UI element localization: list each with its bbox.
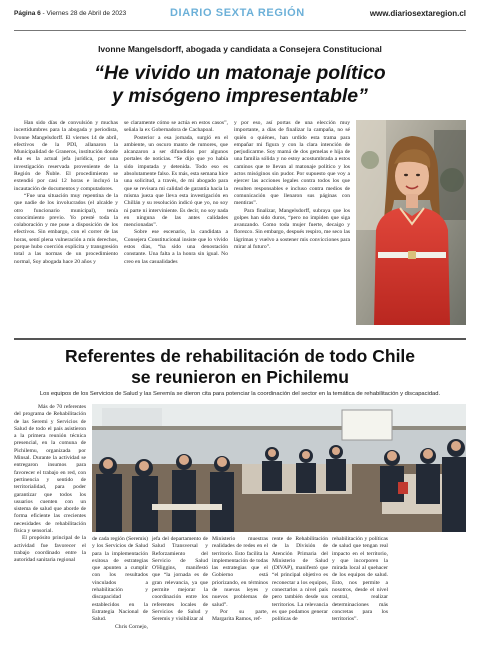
- article2-col2-paragraph: de cada región (Seremis) y los Servicios de Salud para la implementación exitosa de estrategias que apunten a cumplir con los resultados vinculados a rehabilitación y discapacidad establecidos en la Estrategia Nacional de Salud.: [92, 536, 148, 623]
- article2-col5-paragraph: rente de Rehabilitación de la División de Atención Primaria del Ministerio de Salud (DIVAP), manifestó que “el principal objetivo es reconectar a los equipos, conectarlos a nivel país pero también desde sus territorios. La relevancia es que podamos generar políticas de: [272, 536, 328, 623]
- article2-col1-paragraph: Más de 70 referentes del programa de Rehabilitación de las Seremi y Servicios de Salud de todo el país asistieron a la primera reunión técnica presencial, en la comuna de Pichilemu, organizada por Minsal. Durante la actividad se entregaron insumos para favorecer el trabajo en red, con pertinencia y sentido de territorialidad, para poder garantizar que todos los usuarios cuenten con un sistema de salud que aborde de forma eficiente las crecientes necesidades de rehabilitación física y sensorial.: [14, 404, 86, 535]
- article1-col3-paragraph: y por eso, así portas de una elección muy importante, a días de finalizar la campaña, no sé quién o quiénes, han urdido esta trama para empañar mi figura y con la clara intención de perjudicarme. Soy mamá de dos gemelas e hija de una familia sólida y no estoy acostumbrada a estos caminos que te llevan al matonaje político y los actos misóginos sin pudor. Por supuesto que voy a ejercer las acciones legales contra todos los que resulten responsables e incluso contra medios de comunicación que llenaron sus páginas con mentiras”.: [234, 120, 350, 207]
- article1-column-3: [234, 120, 350, 251]
- article1-col2-paragraph: Sobre ese escenario, la candidata a Consejera Constitucional insiste que lo vivido estos días, “ha sido una denostación constante. Una falta a la honra sin igual. No creo en las casualidades: [124, 229, 228, 265]
- article-divider: [14, 338, 466, 340]
- article2-column-4: [212, 536, 268, 624]
- article2-col4-paragraph: Por su parte, Margarita Ramos, ref-: [212, 608, 268, 623]
- article2-col3-paragraph: jefa del departamento de Salud Transversal y Reforzamiento del Servicio de Salud O'Higgins, manifestó que “la jornada es de gran relevancia, ya que permite mejorar la coordinación entre los referentes locales de Servicios de Salud y Seremis y visibilizar al: [152, 536, 208, 623]
- article2-col4-paragraph: Ministerio muestras realidades de redes en el territorio. Esto facilita la implementación de todas las estrategias que el Gobierno está priorizando, en términos de nuevas leyes y nuevos problemas de salud”.: [212, 536, 268, 608]
- article2-column-5: [272, 536, 328, 624]
- article2-column-3: [152, 536, 208, 624]
- meeting-photo-illustration: [92, 404, 466, 532]
- article1-col1-paragraph: “Fue una situación muy repentina de la que nadie de los involucrados (el alcalde y otro funcionario municipal), tenía conocimiento previo. Yo presté toda la colaboración y me puse a disposición de los efectivos. Sin embargo, con el correr de las horas, sentí plena vulneración a mis derechos, porque hubo coerción explícita y transgresión total a las normas de un procedimiento normal, Soy abogada hace 20 años y: [14, 192, 118, 265]
- article1-kicker: Ivonne Mangelsdorff, abogada y candidata a Consejera Constitucional: [98, 44, 382, 54]
- candidate-photo: [356, 120, 466, 325]
- article2-subtitle: Los equipos de los Servicios de Salud y las Seremía se dieron cita para potenciar la coordinación del sector en la temática de rehabilitación y discapacidad.: [39, 391, 441, 397]
- article2-column-6: [332, 536, 388, 624]
- article2-column-2: [92, 536, 148, 631]
- header-rule: [14, 30, 466, 31]
- issue-date: Viernes 28 de Abril de 2023: [46, 10, 127, 17]
- page-info: [14, 10, 126, 17]
- article1-col1-paragraph: Han sido días de convulsión y muchas incertidumbres para la abogada y periodista, Ivonne Mangelsdorff. El viernes 14 de abril, efectivos de la PDI, allanaron la Municipalidad de Graneros, institución donde ella es la actual jefa jurídica, por una investigación reservada proveniente de la Región de Ñuble. El procedimiento se extendió por casi 12 horas e incluyó la incautación de documentos y computadores.: [14, 120, 118, 192]
- article2-col2-signoff: Chris Cornejo,: [115, 623, 148, 630]
- article2-col6-paragraph: rehabilitación y políticas de salud que tengan real impacto en el territorio, y que incorporen la mirada local al quehacer de los equipos de salud. Esto, nos permite a nosotros, desde el nivel central, realizar determinaciones más concretas para los territorios”.: [332, 536, 388, 623]
- article1-headline: [30, 62, 450, 108]
- article1-col3-paragraph: Para finalizar, Mangelsdorff, subraya que los golpes han sido duros, “pero no impiden que siga avanzando. Como toda mujer fuerte, decaigo y florezco. Sin embargo, después respiro, me seco las lágrimas y vuelvo a sostener mis convicciones para mirar al futuro”.: [234, 207, 350, 251]
- site-url: www.diariosextaregion.cl: [369, 9, 466, 18]
- article1-column-1: [14, 120, 118, 266]
- meeting-photo: [92, 404, 466, 532]
- article1-column-2: [124, 120, 228, 266]
- page-number: Página 6: [14, 10, 41, 17]
- article1-col2-paragraph: se claramente cómo se actúa en estos casos”, señala la ex Gobernadora de Cachapoal.: [124, 120, 228, 134]
- article1-col2-paragraph: Posterior a esa jornada, surgió en el ambiente, un oscuro manto de rumores, que alcanzaron a ser difundidos por algunos portales de noticias. “Se dijo que yo había sido imputada y detenida. Todo eso es absolutamente falso. Es más, esta semana hice una solicitud, a través, de mi abogado para que se revisara mi calidad de garantía hacia la misma jueza que lleva esta investigación en Chillán y su resolución indicó que yo, no soy ni parte ni interviniente. Es decir, no soy nada en ninguna de las antes calidades mencionadas”.: [124, 134, 228, 229]
- article1-headline-line1: “He vivido un matonaje político: [94, 62, 386, 84]
- article2-column-1: [14, 404, 86, 565]
- article2-headline: [40, 346, 440, 388]
- date-separator: -: [42, 10, 47, 17]
- article1-headline-line2: y misógeno impresentable”: [112, 85, 368, 107]
- article2-col1-paragraph: El propósito principal de la actividad fue favorecer el trabajo coordinado entre la autoridad sanitaria regional: [14, 535, 86, 564]
- article2-headline-line1: Referentes de rehabilitación de todo Chile: [64, 346, 416, 366]
- masthead: DIARIO SEXTA REGIÓN: [170, 7, 305, 19]
- candidate-photo-illustration: [356, 120, 466, 325]
- article2-headline-line2: se reunieron en Pichilemu: [131, 367, 349, 387]
- page-header: [0, 0, 480, 34]
